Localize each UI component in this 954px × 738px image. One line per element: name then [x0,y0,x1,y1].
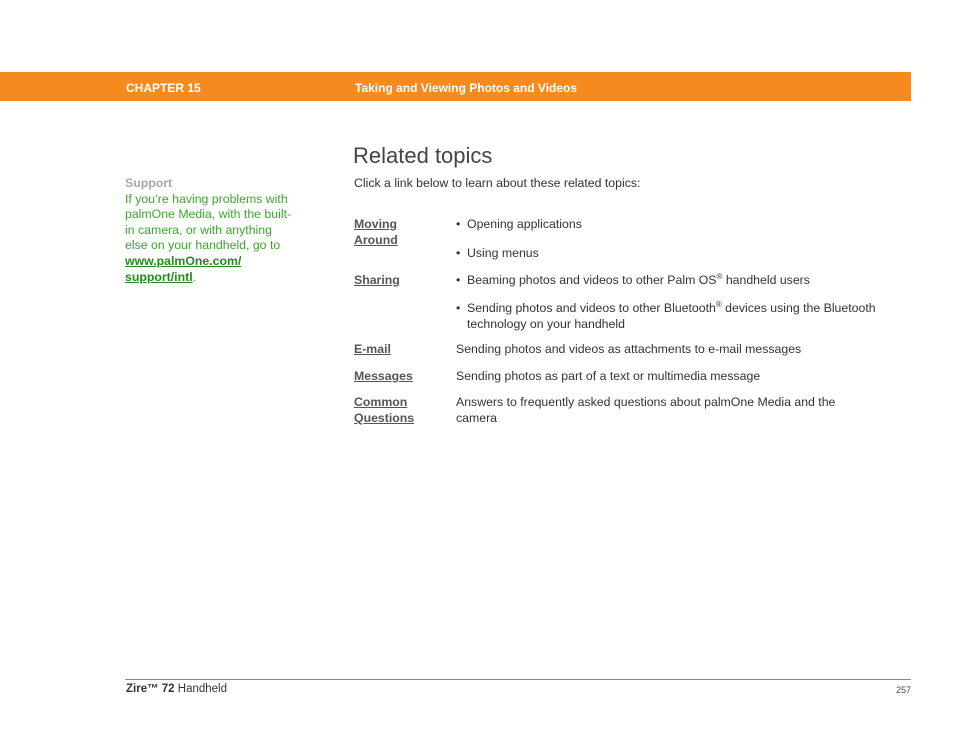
page-title: Related topics [353,143,493,168]
bullet-text: Sending photos and videos to other Bluetooth® devices using the Bluetooth technology on your handheld [467,299,876,331]
sidebar-period: . [192,269,197,284]
support-link[interactable]: www.palmOne.com/ support/intl [125,253,242,284]
bullet-item [456,301,876,332]
topic-link-moving-around[interactable]: Moving Around [354,217,398,247]
topic-description: Sending photos as part of a text or multimedia message [456,369,761,383]
bullet-text: Beaming photos and videos to other Palm OS® handheld users [467,271,810,287]
footer-rule [125,679,911,680]
chapter-header-bar [0,72,911,101]
sidebar-heading: Support [125,176,173,190]
bullet-dot: • [456,246,461,260]
bullet-dot: • [456,301,461,315]
topic-link-messages[interactable]: Messages [354,369,413,383]
bullet-dot: • [456,273,461,287]
topic-description: Sending photos and videos as attachments to e-mail messages [456,342,802,356]
chapter-label: CHAPTER 15 [126,81,201,95]
sidebar-text: If you’re having problems with palmOne Media, with the built-in camera, or with anything else on your handheld, go to [125,191,292,253]
support-sidebar [125,176,295,285]
topic-description: Answers to frequently asked questions about palmOne Media and the camera [456,395,836,425]
bullet-item [456,217,876,233]
chapter-title: Taking and Viewing Photos and Videos [355,81,578,95]
topic-link-email[interactable]: E-mail [354,342,391,356]
intro-text: Click a link below to learn about these related topics: [354,176,641,190]
topic-link-common-questions[interactable]: Common Questions [354,395,415,425]
bullet-text: Opening applications [467,217,582,231]
bullet-item [456,246,876,262]
page-number: 257 [895,685,911,695]
topic-link-sharing[interactable]: Sharing [354,273,400,287]
bullet-dot: • [456,217,461,231]
bullet-item [456,273,876,289]
footer-product-name: Zire™ 72 Handheld [126,683,228,695]
sidebar-body [125,192,295,286]
bullet-text: Using menus [467,246,539,260]
